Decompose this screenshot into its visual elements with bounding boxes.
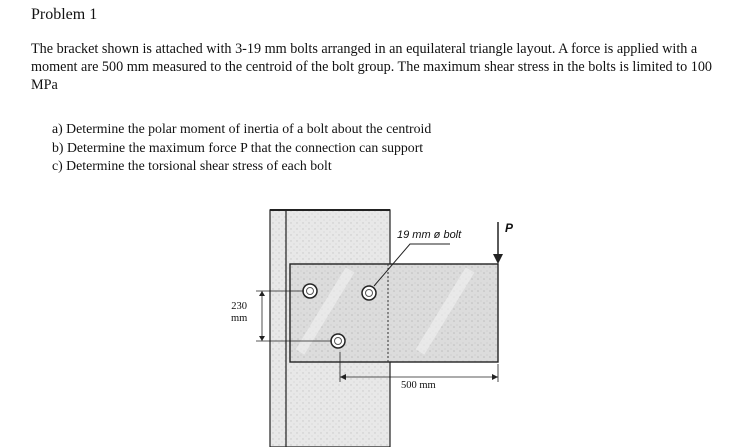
bolt-bottom <box>331 334 345 348</box>
bolt-label: 19 mm ø bolt <box>397 229 462 241</box>
height-dimension-value: 230 <box>231 301 248 312</box>
force-label: P <box>505 221 514 235</box>
bracket-figure <box>200 192 530 447</box>
question-list <box>52 120 431 176</box>
height-dimension-unit: mm <box>231 313 248 324</box>
bracket-diagram <box>200 192 530 447</box>
force-arrow <box>493 222 503 264</box>
question-a: a) Determine the polar moment of inertia of a bolt about the centroid <box>52 121 432 136</box>
bolt-top-left <box>303 284 317 298</box>
question-b: b) Determine the maximum force P that the connection can support <box>52 139 424 155</box>
bolt-top-right <box>362 286 376 300</box>
question-c: c) Determine the torsional shear stress of each bolt <box>52 158 332 173</box>
width-dimension-label: 500 mm <box>401 380 436 391</box>
problem-title: Problem 1 <box>31 6 98 23</box>
problem-statement: The bracket shown is attached with 3-19 mm bolts arranged in an equilateral triangle layout. A force is applied with a moment are 500 mm measured to the centroid of the bolt group. The maximum shear stress in the bolts is limited to 100 MPa <box>31 41 713 93</box>
height-dimension-label <box>231 301 247 325</box>
